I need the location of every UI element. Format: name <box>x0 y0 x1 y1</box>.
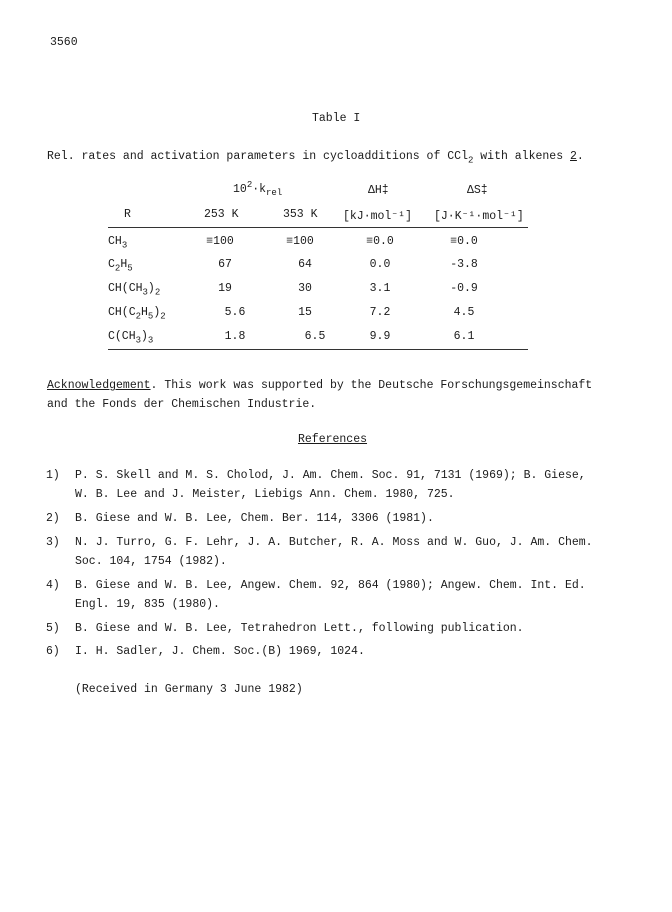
row-R <box>108 258 133 273</box>
header-krel <box>233 180 282 198</box>
r-tail: ) <box>141 330 148 343</box>
row-k253: 1.8 <box>224 330 246 343</box>
ref-line: Engl. 19, 835 (1980). <box>75 598 220 611</box>
r-main: CH(C <box>108 306 136 319</box>
row-k353: 30 <box>298 282 312 295</box>
row-R <box>108 235 127 250</box>
row-k253: 67 <box>218 258 232 271</box>
r-sub: 3 <box>135 335 142 346</box>
acknowledgement-line2: and the Fonds der Chemischen Industrie. <box>47 398 317 411</box>
ref-line: W. B. Lee and J. Meister, Liebigs Ann. Chem. 1980, 725. <box>75 488 455 501</box>
row-dH: 0.0 <box>369 258 391 271</box>
r-tail2-sub: 2 <box>160 311 166 322</box>
ref-number: 3) <box>46 536 60 549</box>
r-sub: 3 <box>142 287 148 298</box>
r-main: CH(CH <box>108 282 143 295</box>
row-dS: ≡0.0 <box>450 235 478 248</box>
acknowledgement-line1 <box>47 379 592 392</box>
references-title: References <box>298 433 368 446</box>
page-number: 3560 <box>50 36 78 49</box>
acknowledgement-label: Acknowledgement <box>47 379 151 392</box>
header-253: 253 K <box>204 208 239 221</box>
caption-sub: 2 <box>467 155 474 166</box>
ref-line: B. Giese and W. B. Lee, Chem. Ber. 114, 3306 (1981). <box>75 512 434 525</box>
krel-exp: 2 <box>246 180 253 190</box>
row-R <box>108 330 153 345</box>
r-sub: 3 <box>121 240 128 251</box>
header-R: R <box>124 208 131 221</box>
row-dS: -0.9 <box>450 282 478 295</box>
r-tail-sub: 5 <box>127 263 133 274</box>
r-main: C(CH <box>108 330 136 343</box>
header-353: 353 K <box>283 208 318 221</box>
table-bottom-rule <box>108 349 528 350</box>
r-tail: ) <box>147 282 155 295</box>
row-R <box>108 282 160 297</box>
r-tail: H <box>120 258 128 271</box>
row-dH: 7.2 <box>369 306 391 319</box>
row-dS: 6.1 <box>453 330 475 343</box>
ref-line: B. Giese and W. B. Lee, Tetrahedron Lett., following publication. <box>75 622 524 635</box>
ref-line: N. J. Turro, G. F. Lehr, J. A. Butcher, R. A. Moss and W. Guo, J. Am. Chem. <box>75 536 593 549</box>
ref-line: P. S. Skell and M. S. Cholod, J. Am. Chem. Soc. 91, 7131 (1969); B. Giese, <box>75 469 586 482</box>
r-tail2: ) <box>153 306 161 319</box>
header-dS-unit: [J·K⁻¹·mol⁻¹] <box>434 210 524 223</box>
row-dH: 3.1 <box>369 282 391 295</box>
ref-number: 2) <box>46 512 60 525</box>
acknowledgement-text: . This work was supported by the Deutsche Forschungsgemeinschaft <box>150 379 593 392</box>
ref-line: B. Giese and W. B. Lee, Angew. Chem. 92, 864 (1980); Angew. Chem. Int. Ed. <box>75 579 586 592</box>
krel-sub: rel <box>266 188 283 199</box>
row-dS: 4.5 <box>453 306 475 319</box>
table-top-rule <box>108 227 528 228</box>
row-k253: 19 <box>218 282 232 295</box>
row-k353: 6.5 <box>304 330 326 343</box>
r-main: CH <box>108 235 122 248</box>
row-dH: 9.9 <box>369 330 391 343</box>
ref-number: 5) <box>46 622 60 635</box>
krel-k: ·k <box>252 182 267 196</box>
row-k353: 15 <box>298 306 312 319</box>
ref-line: I. H. Sadler, J. Chem. Soc.(B) 1969, 1024. <box>75 645 365 658</box>
caption-ref: 2 <box>570 150 577 163</box>
caption-end: . <box>576 150 584 163</box>
row-k253: ≡100 <box>206 235 234 248</box>
r-tail-sub: 2 <box>154 287 161 298</box>
table-title: Table I <box>312 112 361 125</box>
row-k253: 5.6 <box>224 306 246 319</box>
r-tail-sub: 3 <box>147 335 154 346</box>
krel-base: 10 <box>233 182 247 196</box>
header-dH-unit: [kJ·mol⁻¹] <box>343 210 413 223</box>
caption-text-2: with alkenes <box>473 150 570 163</box>
ref-number: 6) <box>46 645 60 658</box>
row-k353: 64 <box>298 258 312 271</box>
row-dS: -3.8 <box>450 258 478 271</box>
header-dH: ΔH‡ <box>368 184 389 197</box>
ref-number: 1) <box>46 469 60 482</box>
ref-number: 4) <box>46 579 60 592</box>
ref-line: Soc. 104, 1754 (1982). <box>75 555 227 568</box>
r-sub: 2 <box>114 263 121 274</box>
header-dS: ΔS‡ <box>467 184 488 197</box>
caption-text: Rel. rates and activation parameters in cycloadditions of CCl <box>47 150 468 163</box>
r-sub: 2 <box>135 311 142 322</box>
table-caption <box>47 150 584 165</box>
r-tail-sub: 5 <box>147 311 154 322</box>
r-tail: H <box>141 306 148 319</box>
received-note: (Received in Germany 3 June 1982) <box>75 683 303 696</box>
row-dH: ≡0.0 <box>366 235 394 248</box>
row-k353: ≡100 <box>286 235 314 248</box>
row-R <box>108 306 166 321</box>
r-main: C <box>108 258 115 271</box>
